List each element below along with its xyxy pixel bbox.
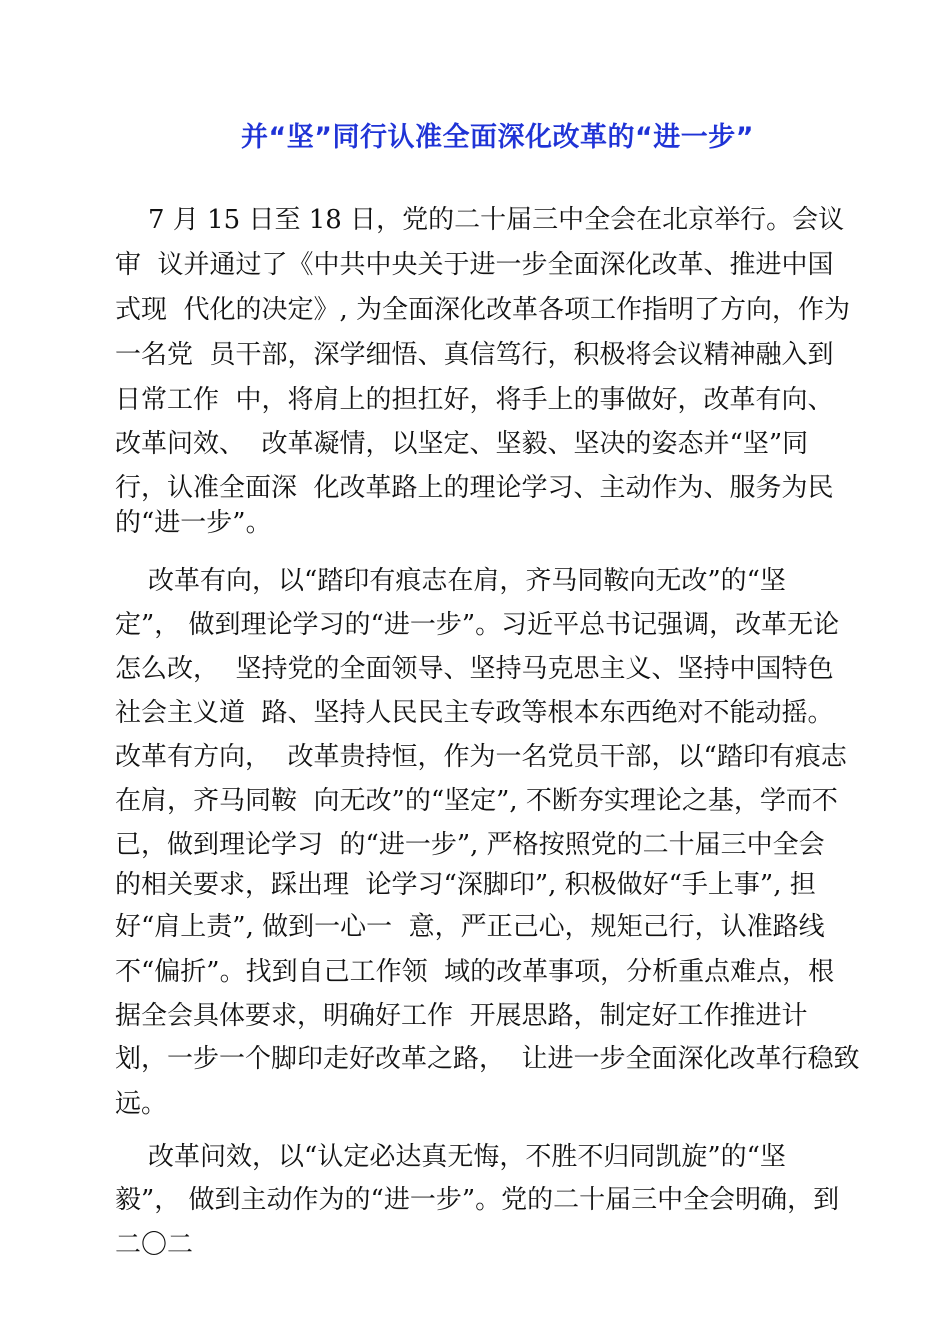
paragraph-2-line-13: 远。 — [115, 1089, 168, 1119]
paragraph-1-line-4: 一名党 员干部，深学细悟、真信笃行，积极将会议精神融入到 — [115, 340, 834, 370]
paragraph-1-line-5: 日常工作 中，将肩上的担扛好，将手上的事做好，改革有向、 — [115, 385, 834, 415]
paragraph-3-line-2: 毅”， 做到主动作为的“进一步”。党的二十届三中全会明确，到 — [115, 1185, 840, 1215]
paragraph-3-line-3: 二〇二 — [115, 1230, 194, 1260]
paragraph-2-line-5: 改革有方向， 改革贵持恒，作为一名党员干部，以“踏印有痕志 — [115, 742, 847, 772]
paragraph-2-line-1: 改革有向，以“踏印有痕志在肩，齐马同鞍向无改”的“坚 — [115, 566, 786, 596]
paragraph-1-line-8: 的“进一步”。 — [115, 508, 272, 538]
paragraph-2-line-10: 不“偏折”。找到自己工作领 域的改革事项，分析重点难点，根 — [115, 957, 835, 987]
paragraph-1-line-7: 行，认准全面深 化改革路上的理论学习、主动作为、服务为民 — [115, 473, 834, 503]
document-title: 并“坚”同行认准全面深化改革的“进一步” — [241, 122, 754, 153]
paragraph-2-line-2: 定”， 做到理论学习的“进一步”。习近平总书记强调，改革无论 — [115, 610, 840, 640]
paragraph-2-line-7: 已，做到理论学习 的“进一步”, 严格按照党的二十届三中全会 — [115, 830, 825, 860]
paragraph-2-line-9: 好“肩上责”, 做到一心一 意，严正己心，规矩己行，认准路线 — [115, 912, 825, 942]
paragraph-2-line-3: 怎么改， 坚持党的全面领导、坚持马克思主义、坚持中国特色 — [115, 654, 834, 684]
paragraph-2-line-11: 据全会具体要求，明确好工作 开展思路，制定好工作推进计 — [115, 1001, 808, 1031]
paragraph-1-line-2: 审 议并通过了《中共中央关于进一步全面深化改革、推进中国 — [115, 250, 834, 280]
paragraph-2-line-4: 社会主义道 路、坚持人民民主专政等根本东西绝对不能动摇。 — [115, 698, 834, 728]
paragraph-2-line-12: 划，一步一个脚印走好改革之路， 让进一步全面深化改革行稳致 — [115, 1044, 860, 1074]
paragraph-1-line-6: 改革问效、 改革凝情，以坚定、坚毅、坚决的姿态并“坚”同 — [115, 429, 809, 459]
paragraph-1-line-1: 7 月 15 日至 18 日，党的二十届三中全会在北京举行。会议 — [115, 205, 845, 235]
paragraph-1-line-3: 式现 代化的决定》, 为全面深化改革各项工作指明了方向，作为 — [115, 295, 851, 325]
paragraph-2-line-8: 的相关要求，踩出理 论学习“深脚印”, 积极做好“手上事”, 担 — [115, 870, 816, 900]
paragraph-3-line-1: 改革问效，以“认定必达真无悔，不胜不归同凯旋”的“坚 — [115, 1142, 786, 1172]
paragraph-2-line-6: 在肩，齐马同鞍 向无改”的“坚定”, 不断夯实理论之基，学而不 — [115, 786, 838, 816]
